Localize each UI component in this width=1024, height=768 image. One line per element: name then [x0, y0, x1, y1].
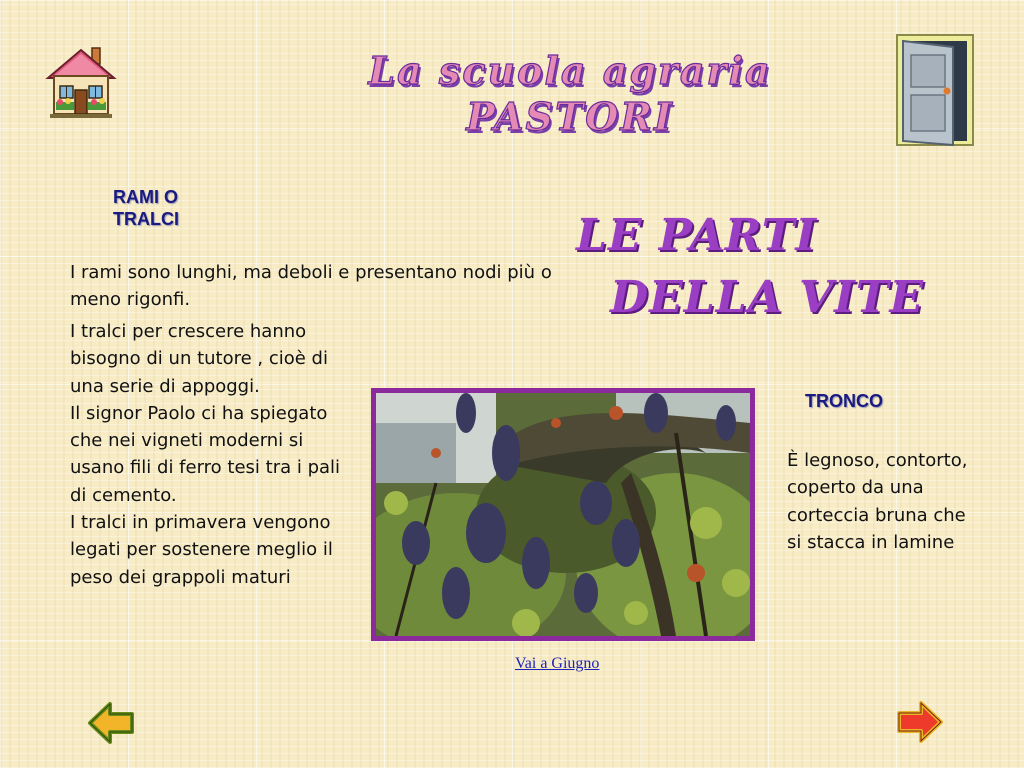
grapevine-image — [376, 393, 750, 636]
home-button[interactable] — [42, 42, 120, 120]
door-icon — [895, 33, 977, 148]
tronco-text: È legnoso, contorto, coperto da una corteccia bruna che si stacca in lamine — [787, 450, 968, 553]
tralci-paragraph-1: I tralci per crescere hanno bisogno di un tutore , cioè di una serie di appoggi. — [70, 321, 328, 397]
back-button[interactable] — [86, 698, 138, 748]
go-to-june-link[interactable]: Vai a Giugno — [515, 655, 600, 672]
site-title-line1: La scuola agraria — [368, 48, 772, 93]
rami-heading-line2: TRALCI — [113, 209, 179, 229]
grapevine-photo — [371, 388, 755, 641]
arrow-left-icon — [86, 698, 138, 748]
next-button[interactable] — [893, 697, 945, 747]
rami-heading — [113, 186, 233, 230]
page-title-line1: LE PARTI — [576, 210, 817, 261]
rami-intro-text: I rami sono lunghi, ma deboli e presentano nodi più o meno rigonfi. — [70, 262, 552, 310]
house-icon — [42, 42, 120, 120]
tronco-heading: TRONCO — [805, 391, 883, 411]
tralci-text — [70, 318, 350, 591]
arrow-right-icon — [893, 697, 945, 747]
page-title-line2: DELLA VITE — [610, 272, 925, 323]
page-title — [570, 205, 950, 329]
exit-button[interactable] — [895, 33, 977, 148]
site-title — [300, 48, 840, 140]
rami-heading-line1: RAMI O — [113, 187, 178, 207]
tralci-paragraph-3: I tralci in primavera vengono legati per sostenere meglio il peso dei grappoli maturi — [70, 512, 333, 588]
site-title-line2: PASTORI — [466, 94, 674, 139]
tralci-paragraph-2: Il signor Paolo ci ha spiegato che nei vigneti moderni si usano fili di ferro tesi tra i pali di cemento. — [70, 402, 341, 506]
